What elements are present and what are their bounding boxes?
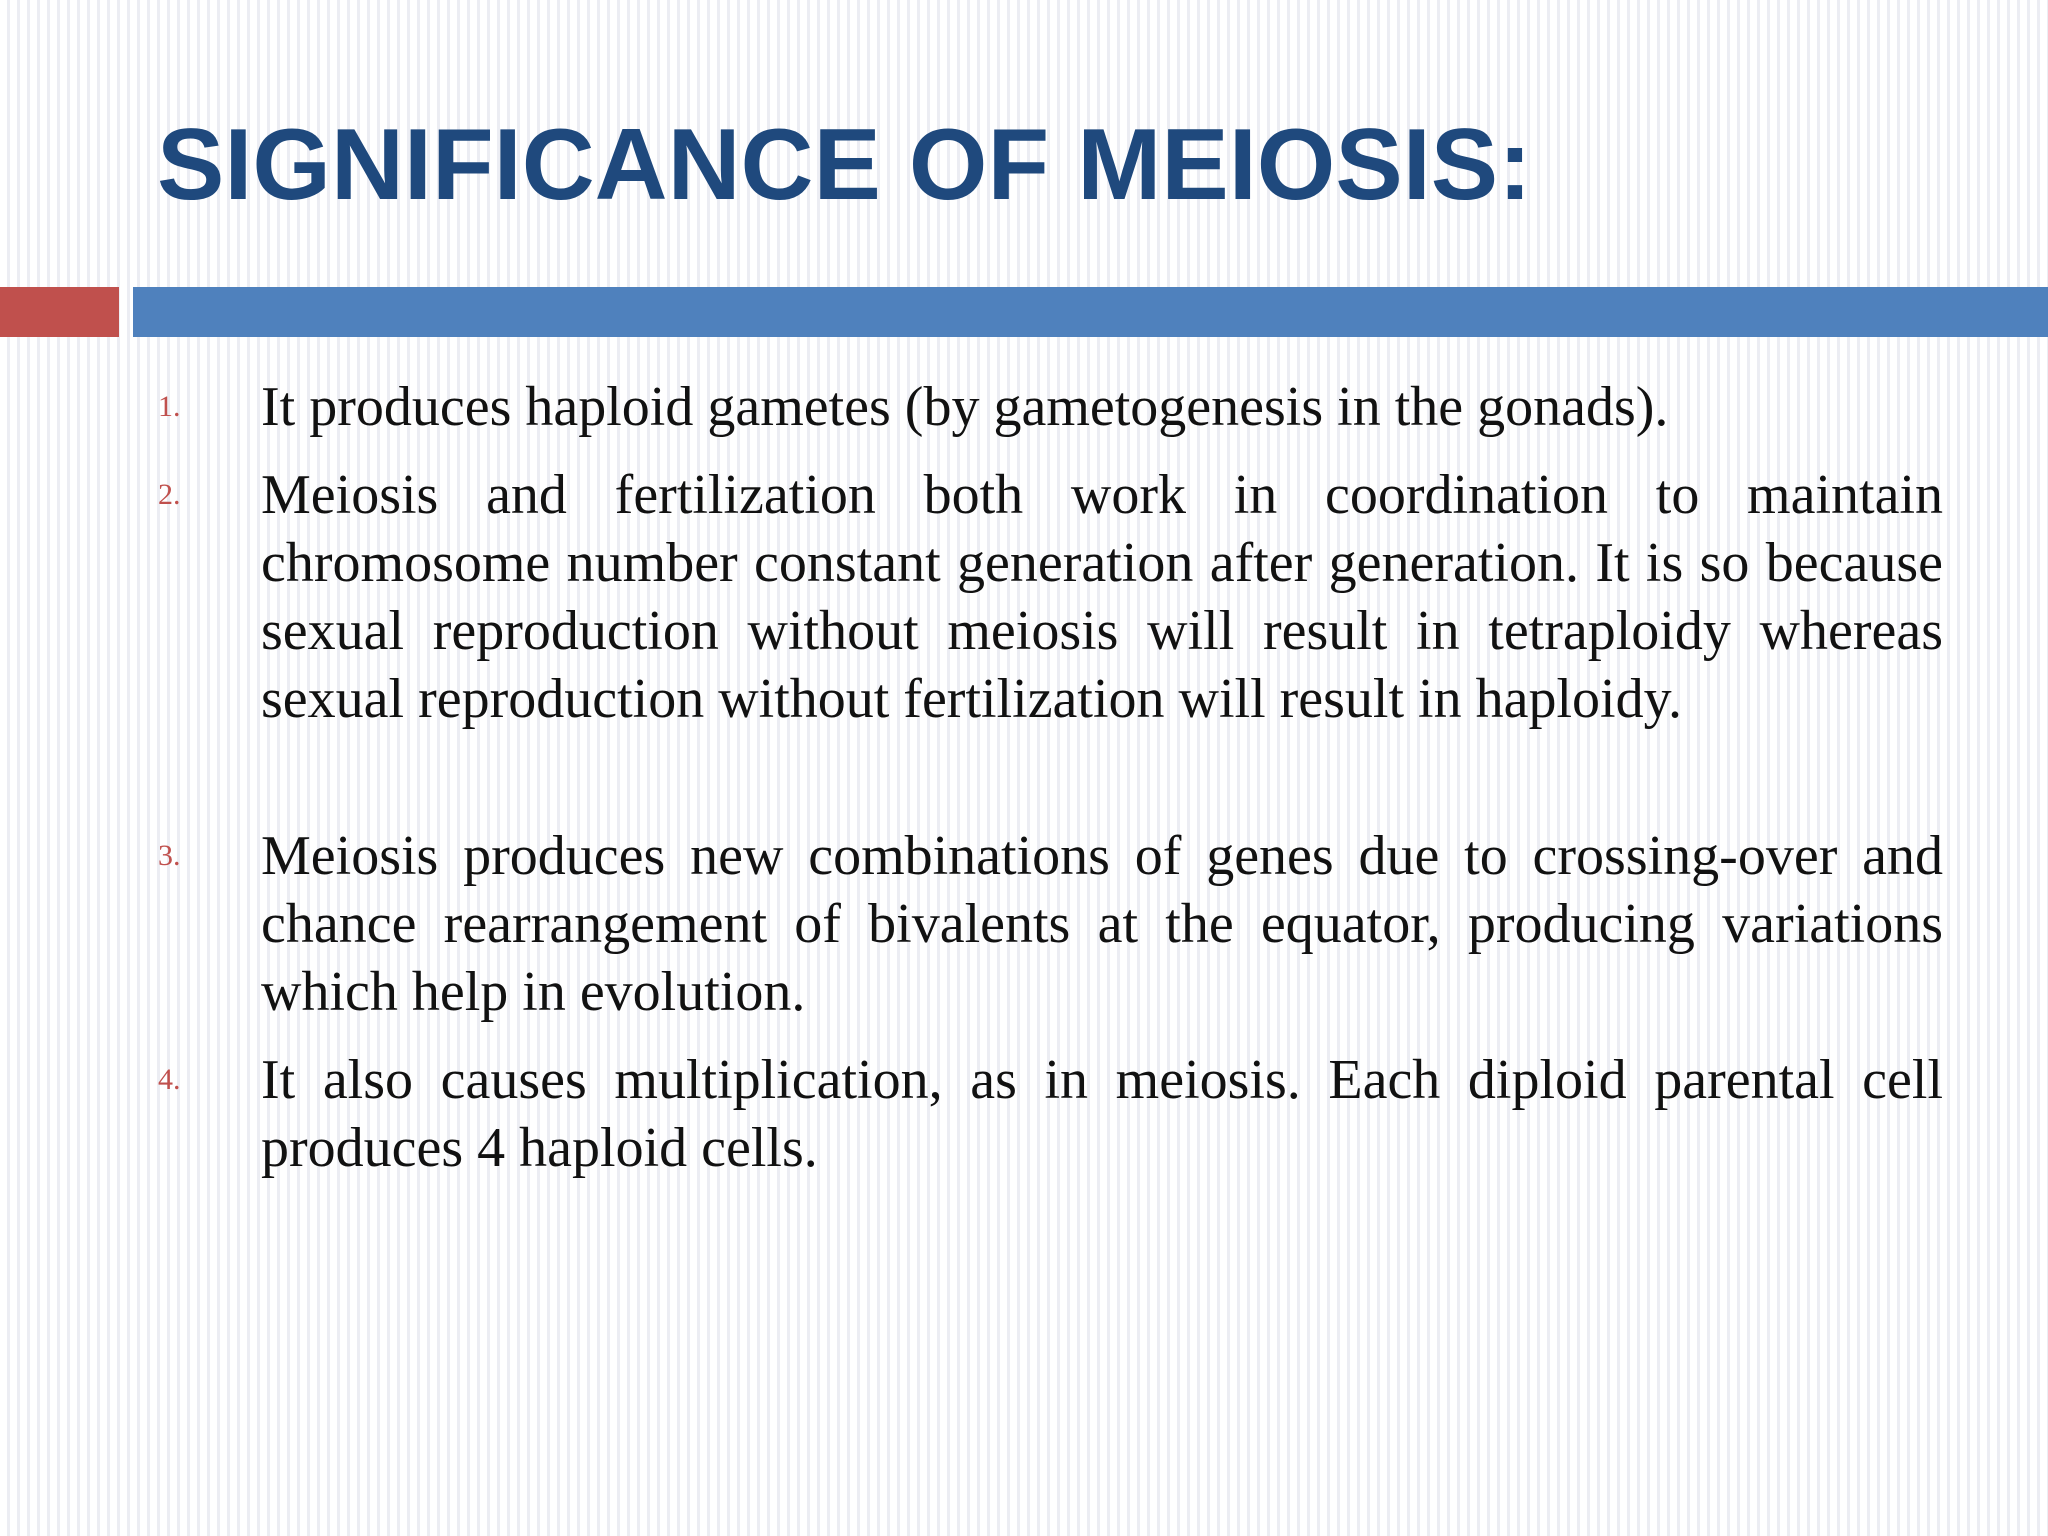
list-item-text: It also causes multiplication, as in meiosis. Each diploid parental cell produces 4 haploid cells. (261, 1049, 1943, 1179)
list-item-text: Meiosis and fertilization both work in coordination to maintain chromosome number constant generation after generation. It is so because sexual reproduction without meiosis will result in tetraploidy whereas sexual reproduction without fertilization will result in haploidy. (261, 464, 1943, 730)
list-item-text: Meiosis produces new combinations of genes due to crossing-over and chance rearrangement of bivalents at the equator, producing variations which help in evolution. (261, 825, 1943, 1023)
slide-title: SIGNIFICANCE OF MEIOSIS: (157, 109, 1532, 221)
list-item-number: 3. (158, 839, 181, 872)
list-item-number: 4. (158, 1063, 181, 1096)
list-item-number: 1. (158, 390, 181, 423)
list-item-text: It produces haploid gametes (by gametogenesis in the gonads). (261, 376, 1669, 438)
list-item-number: 2. (158, 478, 181, 511)
